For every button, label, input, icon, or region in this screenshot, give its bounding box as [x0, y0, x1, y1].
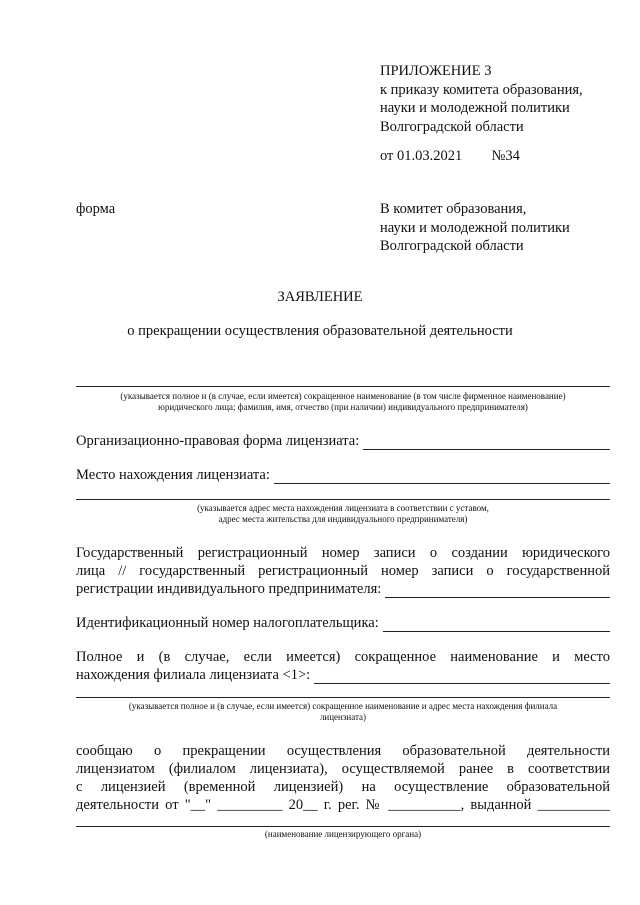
body-line-4: деятельности от "__" _________ 20__ г. рег. № __________, выданной __________: [76, 797, 610, 813]
appendix-line-3: Волгоградской области: [380, 118, 524, 135]
branch-label: нахождения филиала лицензиата <1>:: [76, 667, 311, 683]
location-field-line-2[interactable]: [76, 499, 610, 500]
order-date-row: [380, 147, 520, 166]
appendix-title: ПРИЛОЖЕНИЕ 3: [380, 63, 492, 79]
form-label: форма: [76, 201, 116, 217]
branch-row: [76, 666, 610, 684]
document-title: ЗАЯВЛЕНИЕ: [277, 289, 363, 305]
authority-field-line[interactable]: [76, 826, 610, 827]
authority-hint: (наименование лицензирующего органа): [264, 829, 422, 839]
appendix-line-1: к приказу комитета образования,: [380, 81, 583, 98]
reg-line-1: Государственный регистрационный номер записи о создании юридического: [76, 545, 610, 561]
body-line-1: сообщаю о прекращении осуществления образовательной деятельности: [76, 743, 610, 759]
reg-row: [76, 580, 610, 598]
addressee-line-3: Волгоградской области: [380, 238, 524, 254]
inn-row: [76, 614, 610, 632]
addressee-line-1: В комитет образования,: [380, 201, 527, 217]
location-hint-line-2: адрес места жительства для индивидуального предпринимателя): [218, 514, 468, 524]
name-hint: [60, 391, 626, 413]
name-field-line[interactable]: [76, 386, 610, 387]
location-field[interactable]: [274, 469, 610, 484]
name-hint-line-1: (указывается полное и (в случае, если имеется) сокращенное наименование (в том числе фирменное наименование): [120, 391, 566, 401]
location-hint-line-1: (указывается адрес места нахождения лицензиата в соответствии с уставом,: [197, 503, 489, 513]
addressee-block: [380, 200, 570, 256]
addressee-line-2: науки и молодежной политики: [380, 219, 570, 236]
body-line-3: с лицензией (временной лицензией) на осуществление образовательной: [76, 779, 610, 795]
body-line-2: лицензиатом (филиалом лицензиата), осуществляемой ранее в соответствии: [76, 761, 610, 777]
org-form-label: Организационно-правовая форма лицензиата:: [76, 433, 360, 449]
branch-hint-line-1: (указывается полное и (в случае, если имеется) сокращенное наименование и адрес места нахождения филиала: [128, 701, 558, 711]
reg-field[interactable]: [385, 583, 610, 598]
document-subtitle: о прекращении осуществления образовательной деятельности: [127, 323, 513, 339]
branch-hint: [60, 701, 626, 723]
order-number: №34: [491, 148, 520, 164]
header-block: [380, 62, 583, 136]
location-row: [76, 466, 610, 484]
order-date: от 01.03.2021: [380, 148, 463, 164]
location-hint: [76, 503, 610, 525]
org-form-row: [76, 432, 610, 450]
appendix-line-2: науки и молодежной политики: [380, 100, 570, 116]
reg-line-2: лица // государственный регистрационный номер записи о государственной: [76, 563, 610, 579]
branch-hint-line-2: лицензиата): [319, 712, 367, 722]
location-label: Место нахождения лицензиата:: [76, 467, 270, 483]
branch-field-line-2[interactable]: [76, 697, 610, 698]
branch-field[interactable]: [314, 669, 610, 684]
branch-line-1: Полное и (в случае, если имеется) сокращенное наименование и место: [76, 649, 610, 665]
inn-label: Идентификационный номер налогоплательщика:: [76, 615, 379, 631]
org-form-field[interactable]: [363, 435, 610, 450]
name-hint-line-2: юридического лица; фамилия, имя, отчество (при наличии) индивидуального предпринимателя): [158, 402, 528, 412]
reg-label: регистрации индивидуального предпринимателя:: [76, 581, 382, 597]
inn-field[interactable]: [383, 617, 610, 632]
